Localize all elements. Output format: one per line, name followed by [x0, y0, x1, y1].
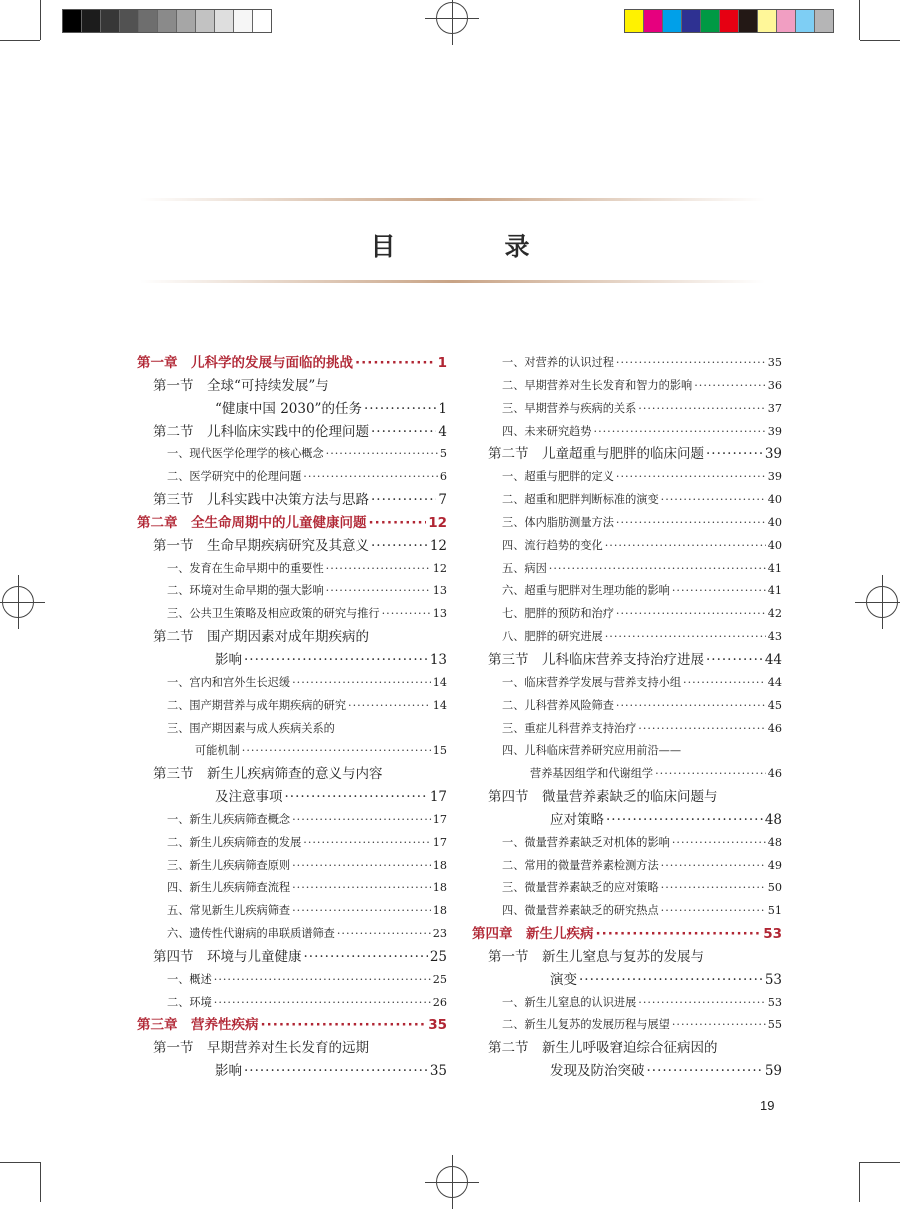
- toc-subsection[interactable]: [137, 900, 447, 923]
- toc-section[interactable]: [472, 786, 782, 809]
- toc-entry-title: 应对策略: [550, 811, 604, 828]
- toc-leader-dots: [579, 969, 763, 992]
- toc-entry-title: 二、围产期营养与成年期疾病的研究: [167, 698, 347, 712]
- toc-section[interactable]: [137, 1037, 447, 1060]
- toc-entry-title: 第四节 环境与儿童健康: [153, 948, 302, 965]
- toc-entry-title: 一、发育在生命早期中的重要性: [167, 561, 324, 575]
- toc-leader-dots: [596, 923, 762, 946]
- toc-leader-dots: [683, 672, 766, 695]
- toc-page-number: 50: [767, 881, 782, 895]
- toc-leader-dots: [672, 832, 766, 855]
- toc-page-number: 17: [429, 789, 447, 806]
- toc-section[interactable]: [137, 535, 447, 558]
- toc-entry-title: 一、宫内和宫外生长迟缓: [167, 675, 291, 689]
- toc-leader-dots: [244, 649, 428, 672]
- toc-entry-title: 四、新生儿疾病筛查流程: [167, 881, 291, 895]
- toc-entry-title: 演变: [550, 971, 577, 988]
- toc-subsection[interactable]: [137, 992, 447, 1015]
- toc-page-number: 55: [767, 1018, 782, 1032]
- page-number: 19: [760, 1098, 775, 1113]
- toc-entry-title: 第一节 新生儿窒息与复苏的发展与: [488, 948, 704, 965]
- toc-page-number: 43: [767, 630, 782, 644]
- toc-leader-dots: [661, 877, 766, 900]
- toc-entry-title: 二、常用的微量营养素检测方法: [502, 858, 659, 872]
- toc-entry-title: 四、儿科临床营养研究应用前沿——: [502, 744, 682, 758]
- toc-entry-title: 七、肥胖的预防和治疗: [502, 607, 614, 621]
- toc-page-number: 1: [437, 355, 447, 371]
- toc-subsection[interactable]: [137, 672, 447, 695]
- toc-entry-title: 三、围产期因素与成人疾病关系的: [167, 721, 335, 735]
- grayscale-bar: [62, 9, 272, 33]
- page-title: 目 录: [370, 232, 572, 261]
- toc-leader-dots: [638, 718, 765, 741]
- toc-subsection[interactable]: [137, 923, 447, 946]
- color-patch: [739, 10, 758, 32]
- toc-entry-title: 一、现代医学伦理学的核心概念: [167, 447, 324, 461]
- toc-page-number: 37: [767, 401, 782, 415]
- crop-mark-tl-h: [0, 40, 40, 41]
- toc-subsection[interactable]: [472, 603, 782, 626]
- toc-entry-title: 一、新生儿窒息的认识进展: [502, 995, 637, 1009]
- toc-page-number: 13: [429, 651, 447, 668]
- toc-page-number: 42: [767, 607, 782, 621]
- toc-entry-title: 第一节 全球“可持续发展”与: [153, 377, 329, 394]
- toc-leader-dots: [371, 535, 428, 558]
- toc-section[interactable]: [137, 946, 447, 969]
- toc-chapter[interactable]: [472, 923, 782, 946]
- crop-mark-tl-v: [40, 0, 41, 40]
- toc-page-number: 25: [429, 948, 447, 965]
- toc-entry-title: 五、病因: [502, 561, 547, 575]
- crop-mark-bl-h: [0, 1162, 40, 1163]
- toc-page-number: 48: [764, 811, 782, 828]
- toc-entry-title: 第二节 儿童超重与肥胖的临床问题: [488, 446, 704, 463]
- toc-subsection[interactable]: [472, 1014, 782, 1037]
- toc-leader-dots: [694, 375, 766, 398]
- toc-chapter[interactable]: [137, 352, 447, 375]
- toc-page-number: 12: [429, 537, 447, 554]
- toc-entry-title: 三、公共卫生策略及相应政策的研究与推行: [167, 607, 380, 621]
- toc-leader-dots: [364, 398, 436, 421]
- toc-leader-dots: [616, 352, 766, 375]
- toc-entry-title: 第四章 新生儿疾病: [472, 926, 594, 943]
- toc-page-number: 13: [432, 607, 447, 621]
- toc-subsection-continuation[interactable]: [472, 763, 782, 786]
- toc-subsection[interactable]: [472, 398, 782, 421]
- toc-leader-dots: [242, 740, 431, 763]
- color-bar: [624, 9, 834, 33]
- toc-entry-title: 一、新生儿疾病筛查概念: [167, 812, 291, 826]
- color-patch: [815, 10, 833, 32]
- toc-subsection[interactable]: [137, 809, 447, 832]
- toc-section-continuation[interactable]: [137, 649, 447, 672]
- toc-page-number: 35: [429, 1063, 447, 1080]
- toc-page-number: 26: [432, 995, 447, 1009]
- toc-section[interactable]: [472, 443, 782, 466]
- toc-leader-dots: [594, 421, 766, 444]
- toc-subsection[interactable]: [472, 558, 782, 581]
- toc-subsection[interactable]: [137, 603, 447, 626]
- registration-mark-left: [2, 586, 34, 618]
- toc-entry-title: 第一节 早期营养对生长发育的远期: [153, 1040, 369, 1057]
- toc-page-number: 53: [767, 995, 782, 1009]
- toc-entry-title: 发现及防治突破: [550, 1063, 645, 1080]
- toc-page-number: 51: [767, 904, 782, 918]
- toc-leader-dots: [292, 855, 431, 878]
- toc-entry-title: 四、微量营养素缺乏的研究热点: [502, 904, 659, 918]
- toc-page-number: 41: [767, 561, 782, 575]
- toc-entry-title: 第四节 微量营养素缺乏的临床问题与: [488, 789, 718, 806]
- toc-leader-dots: [638, 398, 765, 421]
- toc-page-number: 6: [439, 470, 447, 484]
- toc-leader-dots: [292, 672, 431, 695]
- toc-leader-dots: [292, 809, 431, 832]
- toc-subsection[interactable]: [137, 466, 447, 489]
- toc-page-number: 45: [767, 698, 782, 712]
- toc-entry-title: 第一节 生命早期疾病研究及其意义: [153, 537, 369, 554]
- toc-entry-title: 可能机制: [195, 744, 240, 758]
- toc-entry-title: 二、早期营养对生长发育和智力的影响: [502, 378, 693, 392]
- color-patch: [758, 10, 777, 32]
- crop-mark-tr-v: [859, 0, 860, 40]
- toc-entry-title: 四、未来研究趋势: [502, 424, 592, 438]
- toc-leader-dots: [382, 603, 431, 626]
- title-rule-top: [140, 198, 765, 201]
- toc-subsection[interactable]: [472, 718, 782, 741]
- toc-subsection[interactable]: [472, 626, 782, 649]
- toc-section[interactable]: [137, 489, 447, 512]
- toc-page-number: 59: [764, 1063, 782, 1080]
- toc-subsection[interactable]: [137, 580, 447, 603]
- gray-patch: [139, 10, 158, 32]
- toc-right-column: [472, 352, 782, 1083]
- toc-leader-dots: [616, 466, 766, 489]
- toc-section[interactable]: [137, 375, 447, 398]
- toc-page-number: 35: [767, 356, 782, 369]
- gray-patch: [177, 10, 196, 32]
- toc-page-number: 39: [764, 446, 782, 463]
- toc-entry-title: 第二章 全生命周期中的儿童健康问题: [137, 514, 367, 531]
- toc-section[interactable]: [472, 649, 782, 672]
- toc-entry-title: “健康中国 2030”的任务: [215, 400, 362, 417]
- toc-section-continuation[interactable]: [137, 786, 447, 809]
- toc-section-continuation[interactable]: [472, 1060, 782, 1083]
- gray-patch: [101, 10, 120, 32]
- toc-leader-dots: [261, 1014, 427, 1037]
- toc-subsection[interactable]: [472, 580, 782, 603]
- toc-section[interactable]: [137, 626, 447, 649]
- toc-page-number: 18: [432, 858, 447, 872]
- toc-section-continuation[interactable]: [137, 398, 447, 421]
- toc-leader-dots: [549, 558, 766, 581]
- toc-subsection[interactable]: [137, 877, 447, 900]
- toc-leader-dots: [348, 695, 431, 718]
- toc-page-number: 18: [432, 904, 447, 918]
- color-patch: [701, 10, 720, 32]
- color-patch: [663, 10, 682, 32]
- title-rule-bottom: [140, 280, 765, 283]
- toc-entry-title: 二、环境: [167, 995, 212, 1009]
- toc-leader-dots: [616, 695, 766, 718]
- toc-leader-dots: [326, 580, 431, 603]
- toc-subsection[interactable]: [472, 877, 782, 900]
- toc-page-number: 46: [767, 767, 782, 781]
- toc-subsection[interactable]: [472, 352, 782, 375]
- toc-entry-title: 三、新生儿疾病筛查原则: [167, 858, 291, 872]
- toc-entry-title: 三、重症儿科营养支持治疗: [502, 721, 637, 735]
- toc-page-number: 25: [432, 972, 447, 986]
- toc-subsection[interactable]: [472, 489, 782, 512]
- toc-entry-title: 二、新生儿疾病筛查的发展: [167, 835, 302, 849]
- toc-subsection[interactable]: [472, 992, 782, 1015]
- color-patch: [682, 10, 701, 32]
- toc-chapter[interactable]: [137, 1014, 447, 1037]
- toc-entry-title: 一、对营养的认识过程: [502, 356, 614, 369]
- toc-leader-dots: [304, 946, 428, 969]
- gray-patch: [253, 10, 271, 32]
- crop-mark-tr-h: [860, 40, 900, 41]
- color-patch: [777, 10, 796, 32]
- toc-section-continuation[interactable]: [472, 809, 782, 832]
- registration-mark-right: [866, 586, 898, 618]
- toc-subsection[interactable]: [137, 855, 447, 878]
- toc-leader-dots: [369, 512, 427, 535]
- toc-leader-dots: [638, 992, 765, 1015]
- toc-leader-dots: [672, 1014, 766, 1037]
- toc-page-number: 15: [432, 744, 447, 758]
- toc-page-number: 17: [432, 812, 447, 826]
- toc-section[interactable]: [472, 1037, 782, 1060]
- toc-entry-title: 六、遗传性代谢病的串联质谱筛查: [167, 927, 335, 941]
- toc-subsection[interactable]: [137, 718, 447, 741]
- toc-entry-title: 二、环境对生命早期的强大影响: [167, 584, 324, 598]
- toc-subsection[interactable]: [137, 832, 447, 855]
- toc-leader-dots: [605, 535, 766, 558]
- toc-page-number: 5: [439, 447, 447, 461]
- toc-section[interactable]: [472, 946, 782, 969]
- toc-leader-dots: [337, 923, 431, 946]
- toc-subsection[interactable]: [137, 558, 447, 581]
- toc-leader-dots: [285, 786, 428, 809]
- toc-entry-title: 一、临床营养学发展与营养支持小组: [502, 675, 682, 689]
- toc-entry-title: 二、医学研究中的伦理问题: [167, 470, 302, 484]
- toc-page-number: 14: [432, 675, 447, 689]
- toc-leader-dots: [616, 603, 766, 626]
- toc-subsection[interactable]: [472, 375, 782, 398]
- toc-page-number: 17: [432, 835, 447, 849]
- toc-page-number: 41: [767, 584, 782, 598]
- toc-entry-title: 第三节 新生儿疾病筛查的意义与内容: [153, 766, 383, 783]
- toc-leader-dots: [303, 832, 430, 855]
- color-patch: [720, 10, 739, 32]
- toc-page-number: 40: [767, 538, 782, 552]
- toc-subsection[interactable]: [137, 695, 447, 718]
- toc-entry-title: 第三章 营养性疾病: [137, 1017, 259, 1034]
- toc-page-number: 48: [767, 835, 782, 849]
- toc-page-number: 12: [428, 514, 447, 531]
- toc-leader-dots: [292, 900, 431, 923]
- toc-entry-title: 六、超重与肥胖对生理功能的影响: [502, 584, 670, 598]
- gray-patch: [82, 10, 101, 32]
- gray-patch: [196, 10, 215, 32]
- toc-leader-dots: [661, 489, 766, 512]
- toc-entry-title: 第二节 新生儿呼吸窘迫综合征病因的: [488, 1040, 718, 1057]
- toc-page-number: 36: [767, 378, 782, 392]
- toc-page-number: 40: [767, 493, 782, 507]
- toc-leader-dots: [661, 855, 766, 878]
- toc-entry-title: 影响: [215, 1063, 242, 1080]
- toc-leader-dots: [661, 900, 766, 923]
- toc-leader-dots: [605, 626, 766, 649]
- toc-chapter[interactable]: [137, 512, 447, 535]
- toc-page-number: 23: [432, 927, 447, 941]
- toc-subsection[interactable]: [472, 695, 782, 718]
- toc-entry-title: 八、肥胖的研究进展: [502, 630, 603, 644]
- toc-page-number: 40: [767, 515, 782, 529]
- toc-leader-dots: [616, 512, 766, 535]
- toc-entry-title: 五、常见新生儿疾病筛查: [167, 904, 291, 918]
- color-patch: [796, 10, 815, 32]
- toc-page-number: 1: [438, 400, 447, 417]
- toc-page-number: 12: [432, 561, 447, 575]
- toc-entry-title: 四、流行趋势的变化: [502, 538, 603, 552]
- gray-patch: [120, 10, 139, 32]
- toc-left-column: [137, 352, 447, 1083]
- toc-subsection[interactable]: [472, 466, 782, 489]
- toc-entry-title: 一、微量营养素缺乏对机体的影响: [502, 835, 670, 849]
- toc-page-number: 53: [764, 971, 782, 988]
- color-patch: [644, 10, 663, 32]
- toc-page-number: 13: [432, 584, 447, 598]
- toc-page-number: 44: [767, 675, 782, 689]
- toc-entry-title: 三、早期营养与疾病的关系: [502, 401, 637, 415]
- toc-leader-dots: [647, 1060, 763, 1083]
- toc-entry-title: 二、儿科营养风险筛查: [502, 698, 614, 712]
- toc-entry-title: 三、微量营养素缺乏的应对策略: [502, 881, 659, 895]
- toc-leader-dots: [326, 443, 438, 466]
- toc-entry-title: 及注意事项: [215, 789, 283, 806]
- color-patch: [625, 10, 644, 32]
- toc-section[interactable]: [137, 421, 447, 444]
- toc-section[interactable]: [137, 763, 447, 786]
- toc-entry-title: 一、概述: [167, 972, 212, 986]
- toc-subsection[interactable]: [137, 969, 447, 992]
- toc-page-number: 35: [428, 1017, 447, 1034]
- toc-leader-dots: [292, 877, 431, 900]
- toc-page-number: 46: [767, 721, 782, 735]
- toc-leader-dots: [244, 1060, 428, 1083]
- toc-entry-title: 二、超重和肥胖判断标准的演变: [502, 493, 659, 507]
- toc-subsection[interactable]: [472, 900, 782, 923]
- toc-page-number: 18: [432, 881, 447, 895]
- toc-subsection[interactable]: [472, 832, 782, 855]
- toc-subsection[interactable]: [472, 672, 782, 695]
- toc-subsection[interactable]: [472, 421, 782, 444]
- toc-leader-dots: [303, 466, 438, 489]
- crop-mark-br-h: [860, 1162, 900, 1163]
- toc-subsection-continuation[interactable]: [137, 740, 447, 763]
- toc-leader-dots: [214, 969, 431, 992]
- toc-page-number: 7: [438, 492, 447, 509]
- toc-subsection[interactable]: [472, 512, 782, 535]
- toc-leader-dots: [371, 421, 436, 444]
- toc-leader-dots: [371, 489, 436, 512]
- toc-entry-title: 二、新生儿复苏的发展历程与展望: [502, 1018, 670, 1032]
- gray-patch: [63, 10, 82, 32]
- toc-entry-title: 第三节 儿科临床营养支持治疗进展: [488, 651, 704, 668]
- toc-leader-dots: [655, 763, 766, 786]
- toc-subsection[interactable]: [137, 443, 447, 466]
- toc-entry-title: 影响: [215, 651, 242, 668]
- toc-page-number: 53: [763, 926, 782, 943]
- registration-mark-bottom: [436, 1166, 468, 1198]
- toc-subsection[interactable]: [472, 740, 782, 763]
- toc-entry-title: 一、超重与肥胖的定义: [502, 470, 614, 484]
- toc-subsection[interactable]: [472, 855, 782, 878]
- toc-page-number: 44: [764, 651, 782, 668]
- toc-leader-dots: [606, 809, 763, 832]
- crop-mark-br-v: [859, 1162, 860, 1202]
- toc-leader-dots: [706, 649, 763, 672]
- toc-subsection[interactable]: [472, 535, 782, 558]
- crop-mark-bl-v: [40, 1162, 41, 1202]
- toc-section-continuation[interactable]: [137, 1060, 447, 1083]
- toc-entry-title: 三、体内脂肪测量方法: [502, 515, 614, 529]
- gray-patch: [215, 10, 234, 32]
- toc-page-number: 4: [438, 423, 447, 440]
- toc-page-number: 39: [767, 424, 782, 438]
- toc-page-number: 39: [767, 470, 782, 484]
- toc-entry-title: 第二节 儿科临床实践中的伦理问题: [153, 423, 369, 440]
- toc-leader-dots: [706, 443, 763, 466]
- toc-leader-dots: [326, 558, 431, 581]
- toc-entry-title: 第二节 围产期因素对成年期疾病的: [153, 629, 369, 646]
- toc-leader-dots: [672, 580, 766, 603]
- toc-section-continuation[interactable]: [472, 969, 782, 992]
- toc-entry-title: 营养基因组学和代谢组学: [530, 767, 654, 781]
- toc-page-number: 14: [432, 698, 447, 712]
- toc-leader-dots: [355, 352, 436, 375]
- toc-leader-dots: [214, 992, 431, 1015]
- gray-patch: [158, 10, 177, 32]
- toc-page-number: 49: [767, 858, 782, 872]
- gray-patch: [234, 10, 253, 32]
- registration-mark-top: [436, 2, 468, 34]
- toc-entry-title: 第三节 儿科实践中决策方法与思路: [153, 492, 369, 509]
- toc-entry-title: 第一章 儿科学的发展与面临的挑战: [137, 355, 353, 371]
